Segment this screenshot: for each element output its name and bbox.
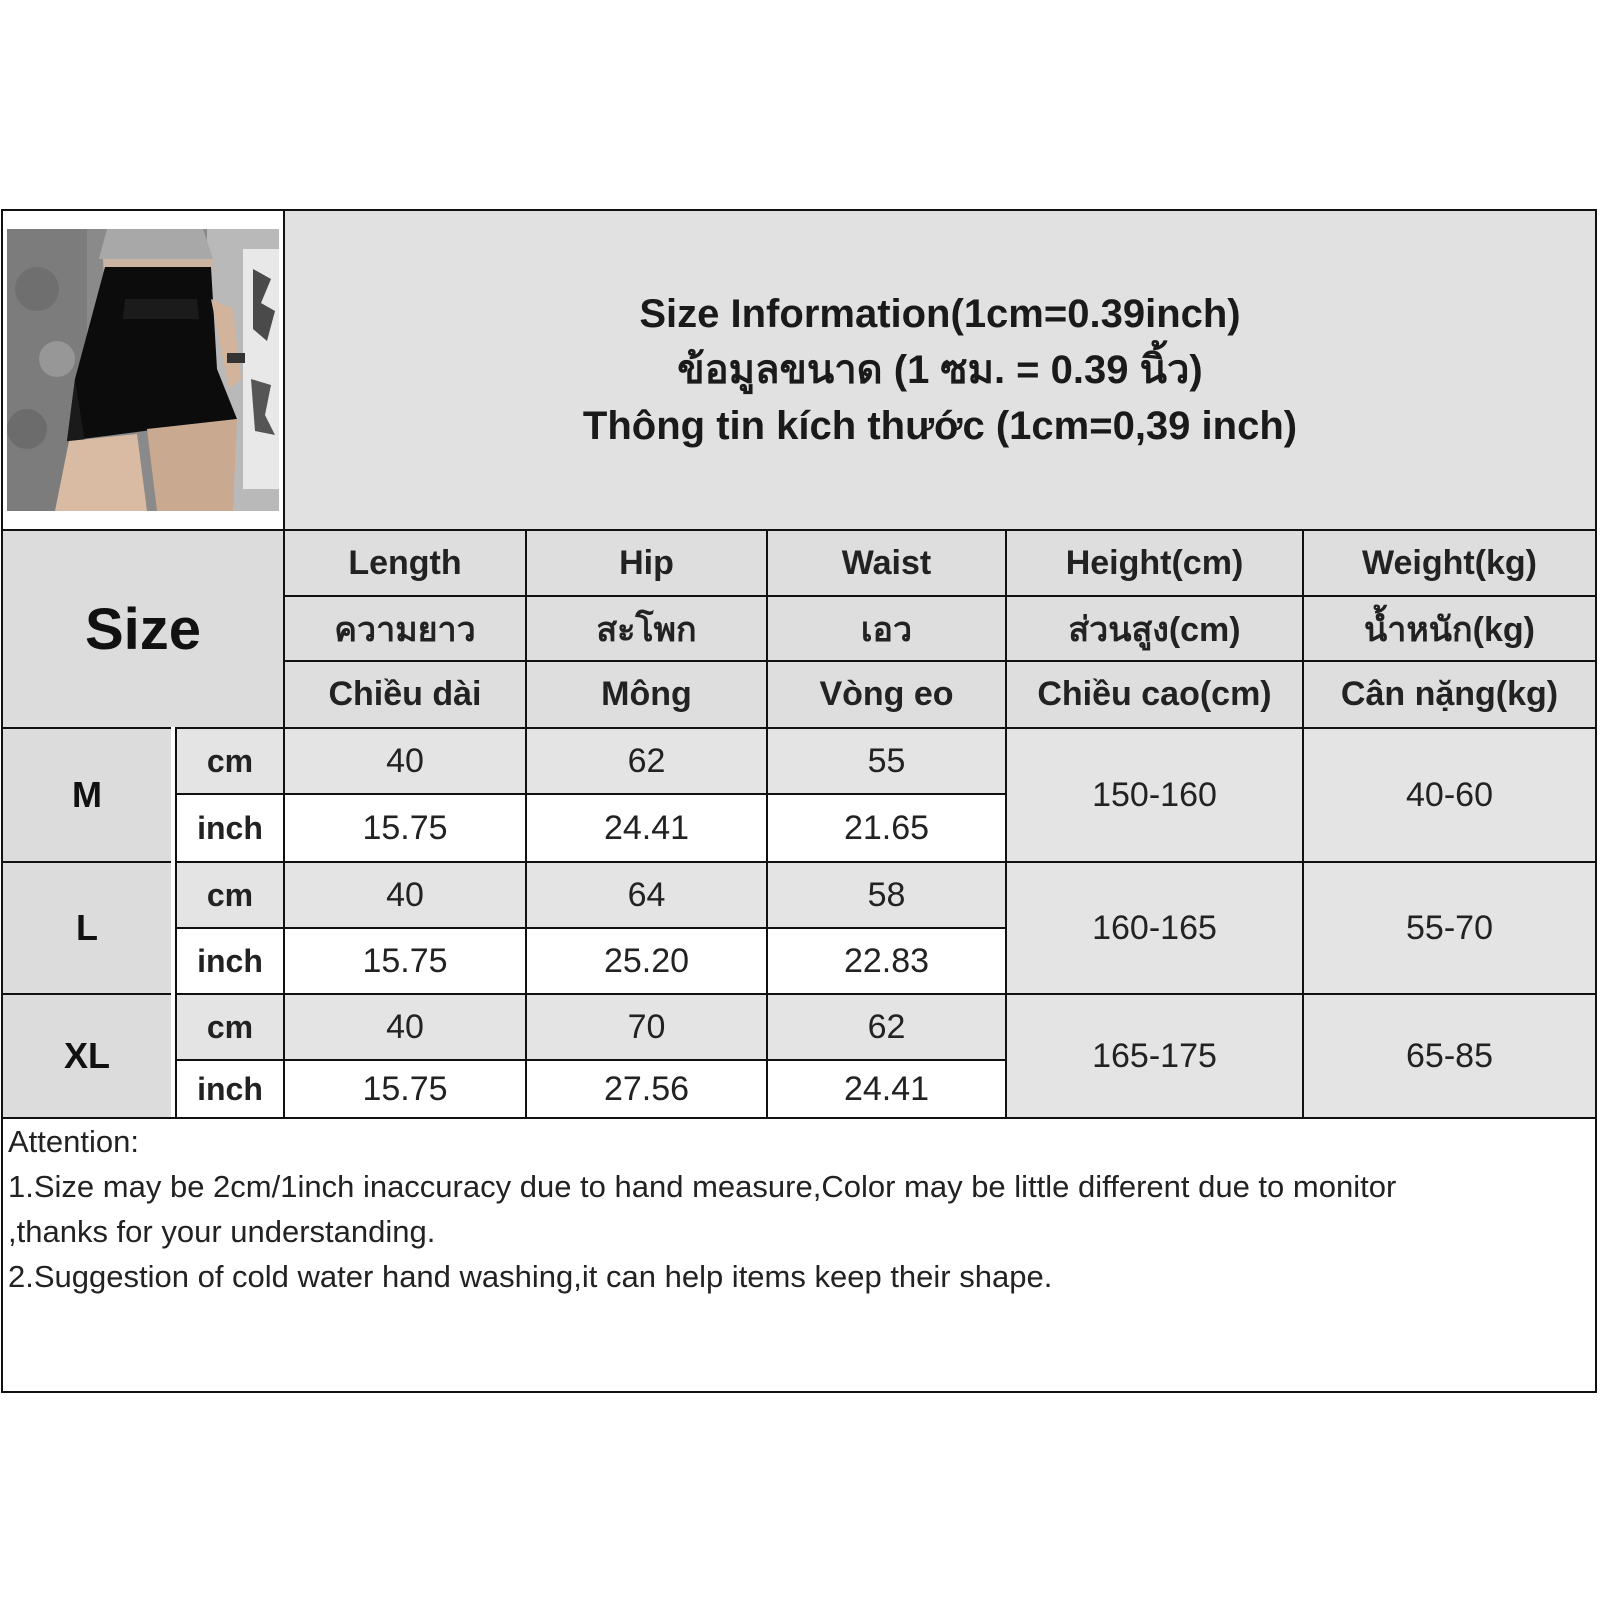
m-height-range: 150-160 — [1007, 729, 1302, 861]
unit-cm-label: cm — [177, 995, 283, 1059]
title-vietnamese: Thông tin kích thước (1cm=0,39 inch) — [582, 404, 1298, 448]
notes-line-3: 2.Suggestion of cold water hand washing,it can help items keep their shape. — [8, 1259, 1053, 1294]
grid-line — [1, 529, 1597, 531]
grid-line — [1302, 529, 1304, 1117]
xl-weight-range: 65-85 — [1304, 995, 1595, 1117]
col-hip-en: Hip — [527, 531, 766, 595]
unit-cm-label: cm — [177, 729, 283, 793]
size-chart — [0, 209, 1600, 1395]
title-english: Size Information(1cm=0.39inch) — [639, 292, 1241, 336]
col-height-th: ส่วนสูง(cm) — [1007, 597, 1302, 660]
unit-inch-label: inch — [177, 795, 283, 861]
m-hip-inch: 24.41 — [527, 795, 766, 861]
grid-line — [173, 927, 1007, 929]
title-cell — [285, 211, 1595, 529]
grid-line — [1005, 529, 1007, 1117]
m-weight-range: 40-60 — [1304, 729, 1595, 861]
col-waist-en: Waist — [768, 531, 1005, 595]
col-height-vi: Chiều cao(cm) — [1007, 662, 1302, 727]
col-waist-vi: Vòng eo — [768, 662, 1005, 727]
attention-notes — [8, 1119, 1588, 1299]
l-weight-range: 55-70 — [1304, 863, 1595, 993]
m-waist-inch: 21.65 — [768, 795, 1005, 861]
unit-inch-label: inch — [177, 1061, 283, 1117]
xl-waist-inch: 24.41 — [768, 1061, 1005, 1117]
l-length-cm: 40 — [285, 863, 525, 927]
product-photo — [7, 229, 279, 511]
col-weight-vi: Cân nặng(kg) — [1304, 662, 1595, 727]
col-length-th: ความยาว — [285, 597, 525, 660]
unit-cm-label: cm — [177, 863, 283, 927]
m-length-cm: 40 — [285, 729, 525, 793]
m-hip-cm: 62 — [527, 729, 766, 793]
col-hip-vi: Mông — [527, 662, 766, 727]
xl-hip-cm: 70 — [527, 995, 766, 1059]
xl-hip-inch: 27.56 — [527, 1061, 766, 1117]
grid-line — [1, 993, 1597, 995]
grid-line — [1, 727, 1597, 729]
xl-height-range: 165-175 — [1007, 995, 1302, 1117]
col-length-vi: Chiều dài — [285, 662, 525, 727]
l-waist-inch: 22.83 — [768, 929, 1005, 993]
grid-line — [283, 660, 1597, 662]
grid-line — [283, 209, 285, 1117]
grid-line — [1, 861, 1597, 863]
unit-inch-label: inch — [177, 929, 283, 993]
product-photo-cell — [3, 211, 283, 529]
l-hip-cm: 64 — [527, 863, 766, 927]
title-thai: ข้อมูลขนาด (1 ซม. = 0.39 นิ้ว) — [677, 348, 1203, 392]
xl-length-inch: 15.75 — [285, 1061, 525, 1117]
xl-length-cm: 40 — [285, 995, 525, 1059]
m-length-inch: 15.75 — [285, 795, 525, 861]
notes-heading: Attention: — [8, 1124, 139, 1159]
col-weight-en: Weight(kg) — [1304, 531, 1595, 595]
notes-line-2: ,thanks for your understanding. — [8, 1214, 436, 1249]
l-length-inch: 15.75 — [285, 929, 525, 993]
size-header: Size — [3, 531, 283, 727]
grid-line — [175, 727, 177, 1117]
col-waist-th: เอว — [768, 597, 1005, 660]
grid-line — [525, 529, 527, 1117]
size-m-label: M — [3, 729, 171, 861]
l-hip-inch: 25.20 — [527, 929, 766, 993]
col-length-en: Length — [285, 531, 525, 595]
product-photo-image — [7, 229, 279, 511]
notes-line-1: 1.Size may be 2cm/1inch inaccuracy due to hand measure,Color may be little different due to monitor — [8, 1169, 1397, 1204]
m-waist-cm: 55 — [768, 729, 1005, 793]
l-waist-cm: 58 — [768, 863, 1005, 927]
size-xl-label: XL — [3, 995, 171, 1117]
grid-line — [173, 793, 1007, 795]
col-height-en: Height(cm) — [1007, 531, 1302, 595]
col-hip-th: สะโพก — [527, 597, 766, 660]
grid-line — [173, 1059, 1007, 1061]
grid-line — [766, 529, 768, 1117]
grid-line — [283, 595, 1597, 597]
size-l-label: L — [3, 863, 171, 993]
l-height-range: 160-165 — [1007, 863, 1302, 993]
col-weight-th: น้ำหนัก(kg) — [1304, 597, 1595, 660]
xl-waist-cm: 62 — [768, 995, 1005, 1059]
